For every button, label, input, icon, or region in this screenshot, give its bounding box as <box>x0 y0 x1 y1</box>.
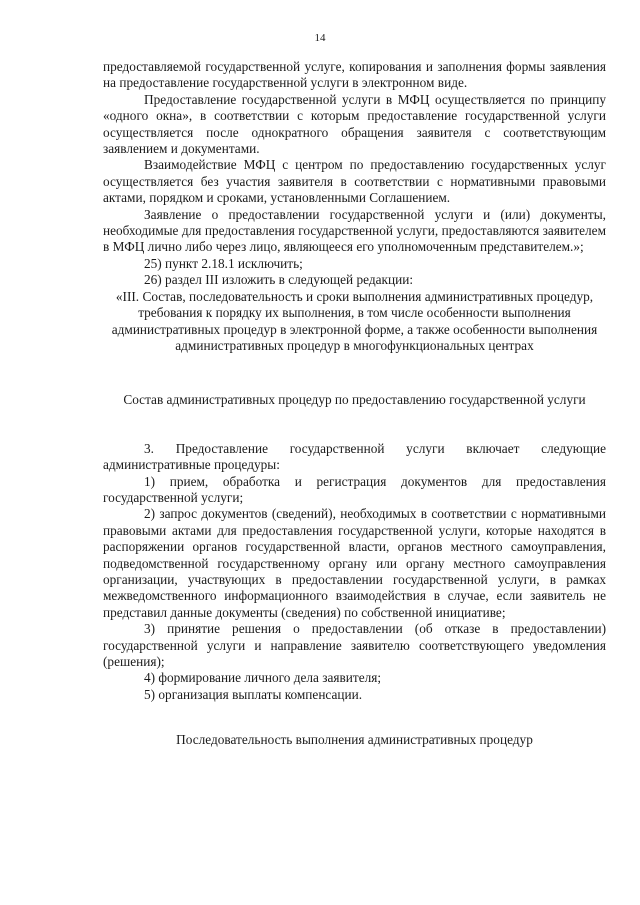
final-heading: Последовательность выполнения административных процедур <box>176 732 533 748</box>
procedure-item-1: 1) прием, обработка и регистрация документов для предоставления государственной услуги; <box>103 473 606 505</box>
procedure-item-3: 3) принятие решения о предоставлении (об отказе в предоставлении) государственной услуги и направление заявителю соответствующего уведомления (решения); <box>103 621 606 669</box>
list-item-26: 26) раздел III изложить в следующей редакции: <box>144 272 414 288</box>
list-item-25: 25) пункт 2.18.1 исключить; <box>144 255 303 271</box>
section-heading: «III. Состав, последовательность и сроки выполнения административных процедур, требования к порядку их выполнения, в том числе особенности выполнения административных процедур в электронной форме, а также особенности выполнения административных процедур в многофункциональных центрах <box>111 288 598 353</box>
paragraph-continuation: предоставляемой государственной услуге, копирования и заполнения формы заявления на предоставление государственной услуги в электронном виде. <box>103 59 606 91</box>
procedure-item-4: 4) формирование личного дела заявителя; <box>144 670 382 686</box>
paragraph-interaction: Взаимодействие МФЦ с центром по предоставлению государственных услуг осуществляется без участия заявителя в соответствии с нормативными правовыми актами, порядком и сроками, установленными Соглашением. <box>103 157 606 206</box>
clause-3-intro: 3. Предоставление государственной услуги включает следующие административные процедуры: <box>103 440 606 473</box>
page-number: 14 <box>314 32 326 44</box>
paragraph-one-window: Предоставление государственной услуги в МФЦ осуществляется по принципу «одного окна», в соответствии с которым предоставление государственной услуги осуществляется после однократного обращения заявителя с соответствующим заявлением и документами. <box>103 91 606 157</box>
document-body <box>103 0 606 749</box>
procedure-item-2: 2) запрос документов (сведений), необходимых в соответствии с нормативными правовыми актами для предоставления государственной услуги, которые находятся в распоряжении органов государственной власти, органов местного самоуправления, подведомственной государственному органу или органу местного самоуправления организации, участвующих в предоставлении государственной услуги, в рамках межведомственного информационного взаимодействия в случае, если заявитель не представил данные документы (сведения) по собственной инициативе; <box>103 506 606 620</box>
procedure-item-5: 5) организация выплаты компенсации. <box>144 686 363 702</box>
paragraph-application: Заявление о предоставлении государственной услуги и (или) документы, необходимые для предоставления государственной услуги, предоставляются заявителем в МФЦ лично либо через лицо, являющееся его уполномоченным представителем.»; <box>103 206 606 255</box>
subheading: Состав административных процедур по предоставлению государственной услуги <box>123 392 586 408</box>
